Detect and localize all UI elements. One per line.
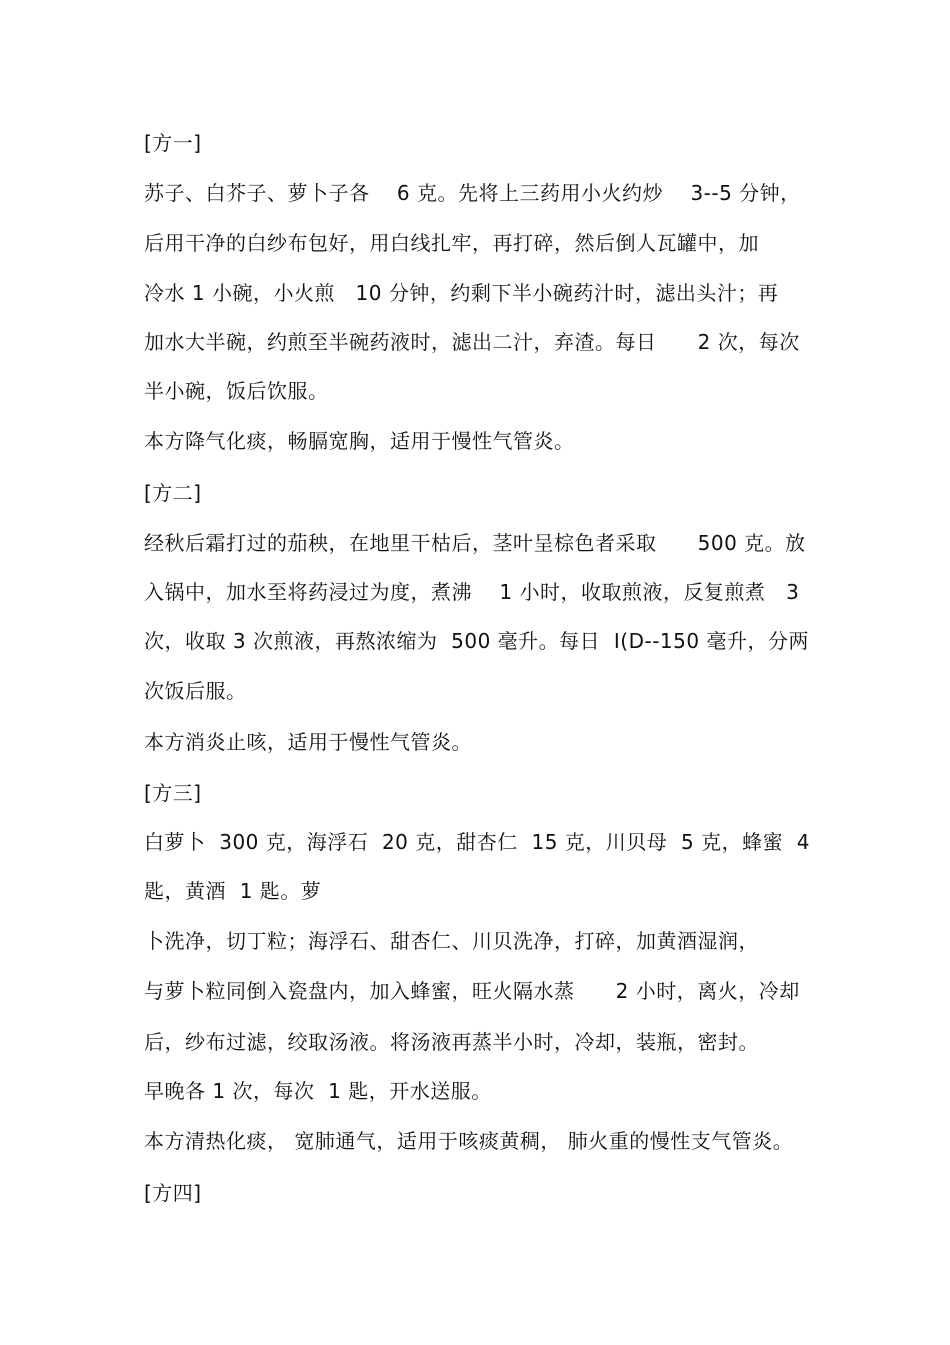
text-line: 加水大半碗，约煎至半碗药液时，滤出二汁，弃渣。每日 2 次，每次 <box>144 330 800 354</box>
heading-formula-4: [方四] <box>144 1181 202 1205</box>
text-line: 早晚各 1 次，每次 1 匙，开水送服。 <box>144 1079 492 1103</box>
text-line: 入锅中，加水至将药浸过为度，煮沸 1 小时，收取煎液，反复煎煮 3 <box>144 580 800 604</box>
text-line: 匙，黄酒 1 匙。萝 <box>144 879 322 903</box>
text-line: 本方消炎止咳，适用于慢性气管炎。 <box>144 730 472 754</box>
text-line: 经秋后霜打过的茄秧，在地里干枯后，茎叶呈棕色者采取 500 克。放 <box>144 531 806 555</box>
text-line: 后用干净的白纱布包好，用白线扎牢，再打碎，然后倒人瓦罐中，加 <box>144 231 759 255</box>
heading-formula-2: [方二] <box>144 481 202 505</box>
text-line: 卜洗净，切丁粒；海浮石、甜杏仁、川贝洗净，打碎，加黄酒湿润， <box>144 929 759 953</box>
heading-formula-3: [方三] <box>144 781 202 805</box>
text-line: 冷水 1 小碗，小火煎 10 分钟，约剩下半小碗药汁时，滤出头汁；再 <box>144 281 779 305</box>
heading-formula-1: [方一] <box>144 131 202 155</box>
text-line: 白萝卜 300 克，海浮石 20 克，甜杏仁 15 克，川贝母 5 克，蜂蜜 4 <box>144 830 811 854</box>
text-line: 与萝卜粒同倒入瓷盘内，加入蜂蜜，旺火隔水蒸 2 小时，离火，冷却 <box>144 979 800 1003</box>
text-line: 半小碗，饭后饮服。 <box>144 379 329 403</box>
text-line: 次，收取 3 次煎液，再熬浓缩为 500 毫升。每日 I(D--150 毫升，分两 <box>144 629 809 653</box>
text-line: 本方降气化痰，畅膈宽胸，适用于慢性气管炎。 <box>144 429 575 453</box>
text-line: 后，纱布过滤，绞取汤液。将汤液再蒸半小时，冷却，装瓶，密封。 <box>144 1030 759 1054</box>
text-line: 次饭后服。 <box>144 679 247 703</box>
text-line: 本方清热化痰， 宽肺通气，适用于咳痰黄稠， 肺火重的慢性支气管炎。 <box>144 1129 794 1153</box>
text-line: 苏子、白芥子、萝卜子各 6 克。先将上三药用小火约炒 3--5 分钟， <box>144 181 801 205</box>
